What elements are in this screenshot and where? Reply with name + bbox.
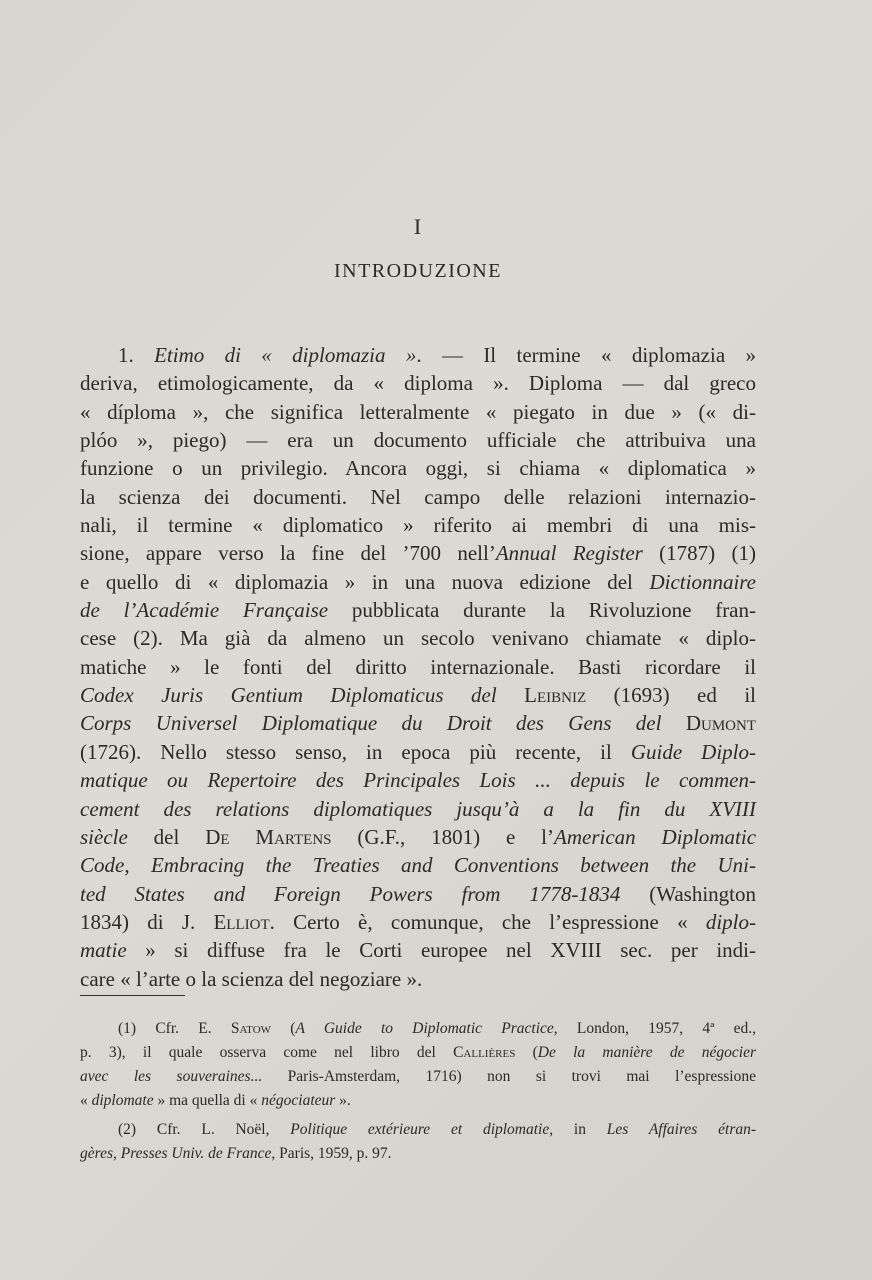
small-caps-name: Leibniz <box>524 683 587 708</box>
text-line <box>80 795 756 823</box>
text-line <box>80 681 756 709</box>
footnote-2 <box>80 1118 756 1166</box>
text-segment: ( <box>271 1020 296 1037</box>
text-segment: plóo », piego) — era un documento ufficiale che attribuiva una <box>80 428 756 453</box>
text-segment: Paris-Amsterdam, 1716) non si trovi mai l’espressione <box>262 1068 756 1085</box>
italic-text: Etimo di « diplomazia » <box>154 343 417 367</box>
text-line <box>80 653 756 681</box>
small-caps-name: Satow <box>230 1020 272 1037</box>
small-caps-name: Dumont <box>685 711 756 736</box>
text-line <box>80 880 756 908</box>
text-line <box>80 1041 756 1065</box>
text-line <box>80 766 756 794</box>
chapter-title: INTRODUZIONE <box>334 260 502 282</box>
text-line <box>80 483 756 511</box>
text-segment: , London, 1957, 4ª ed., <box>553 1020 756 1037</box>
italic-text: Les Affaires étran- <box>606 1121 757 1138</box>
text-segment: cese (2). Ma già da almeno un secolo venivano chiamate « diplo- <box>80 626 756 651</box>
text-segment: (Washington <box>620 881 756 906</box>
text-line <box>80 908 756 936</box>
text-line <box>80 1089 756 1113</box>
text-segment: del <box>127 824 206 849</box>
text-line <box>80 369 756 397</box>
text-segment: (1726). Nello stesso senso, in epoca più recente, il <box>80 739 631 764</box>
footnote-divider <box>80 995 185 996</box>
text-segment: , in <box>549 1121 607 1138</box>
text-segment: , Paris, 1959, p. 97. <box>271 1145 392 1162</box>
text-segment: p. 3), il quale osserva come nel libro del <box>80 1044 454 1061</box>
text-line <box>80 341 756 369</box>
text-line <box>80 624 756 652</box>
text-segment: (1) Cfr. E. <box>118 1020 231 1037</box>
italic-text: matie <box>80 938 127 963</box>
text-line <box>80 1142 756 1166</box>
text-segment: care « l’arte o la scienza del negoziare ». <box>80 966 423 991</box>
small-caps-name: De Martens <box>205 824 332 849</box>
italic-text: gères, Presses Univ. de France <box>80 1145 272 1162</box>
text-line <box>80 539 756 567</box>
italic-text: ted States and Foreign Powers from 1778-1834 <box>80 881 621 906</box>
text-line <box>80 1118 756 1142</box>
text-segment: » si diffuse fra le Corti europee nel XVIII sec. per indi- <box>126 938 756 963</box>
italic-text: Annual Register <box>495 541 643 566</box>
text-segment: . Certo è, comunque, che l’espressione « <box>269 909 706 934</box>
text-line <box>80 568 756 596</box>
text-segment: sione, appare verso la fine del ’700 nell’ <box>80 541 496 566</box>
italic-text: Guide Diplo- <box>630 739 756 764</box>
text-line <box>80 936 756 964</box>
footnote-1 <box>80 1017 756 1113</box>
page-content <box>80 0 756 1280</box>
italic-text: avec les souveraines... <box>80 1068 263 1085</box>
text-segment: (1787) (1) <box>642 541 756 566</box>
italic-text: diplo- <box>705 909 756 934</box>
text-line <box>80 426 756 454</box>
text-line <box>80 709 756 737</box>
text-line <box>80 851 756 879</box>
italic-text: Corps Universel Diplomatique du Droit des Gens del <box>80 711 686 736</box>
italic-text: A Guide to Diplomatic Practice <box>295 1020 554 1037</box>
italic-text: Code, Embracing the Treaties and Conventions between the Uni- <box>80 853 756 878</box>
text-line <box>80 1017 756 1041</box>
text-segment: matiche » le fonti del diritto internazionale. Basti ricordare il <box>80 654 756 679</box>
text-segment: ». <box>335 1092 351 1109</box>
text-line <box>80 596 756 624</box>
italic-text: siècle <box>80 824 128 849</box>
italic-text: négociateur <box>261 1092 336 1109</box>
text-line <box>80 454 756 482</box>
text-line <box>80 965 756 993</box>
text-segment: la scienza dei documenti. Nel campo delle relazioni internazio- <box>80 484 756 509</box>
italic-text: De la manière de négocier <box>537 1044 756 1061</box>
text-segment: (2) Cfr. L. Noël, <box>118 1121 291 1138</box>
text-segment: pubblicata durante la Rivoluzione fran- <box>328 598 756 623</box>
italic-text: American Diplomatic <box>554 824 757 849</box>
text-segment: « díploma », che significa letteralmente « piegato in due » (« di- <box>80 399 756 424</box>
text-segment: e quello di « diplomazia » in una nuova edizione del <box>80 569 650 594</box>
text-segment: deriva, etimologicamente, da « diploma ». Diploma — dal greco <box>80 371 756 396</box>
small-caps-name: Callières <box>453 1044 516 1061</box>
text-segment: (1693) ed il <box>586 683 756 708</box>
italic-text: Codex Juris Gentium Diplomaticus del <box>80 683 525 708</box>
text-line <box>80 823 756 851</box>
text-segment: ( <box>515 1044 538 1061</box>
chapter-number: I <box>413 214 423 239</box>
italic-text: diplomate <box>91 1092 154 1109</box>
text-segment: 1. <box>118 343 155 367</box>
text-segment: nali, il termine « diplomatico » riferito ai membri di una mis- <box>80 513 756 538</box>
body-paragraph <box>80 341 756 993</box>
text-segment: » ma quella di « <box>153 1092 262 1109</box>
small-caps-name: Elliot <box>213 909 270 934</box>
text-segment: funzione o un privilegio. Ancora oggi, si chiama « diplomatica » <box>80 456 756 481</box>
italic-text: matique ou Repertoire des Principales Lois ... depuis le commen- <box>80 768 756 793</box>
italic-text: Dictionnaire <box>649 569 756 594</box>
text-segment: (G.F., 1801) e l’ <box>331 824 555 849</box>
text-line <box>80 738 756 766</box>
text-line <box>80 398 756 426</box>
italic-text: Politique extérieure et diplomatie <box>290 1121 550 1138</box>
italic-text: de l’Académie Française <box>80 598 329 623</box>
text-line <box>80 1065 756 1089</box>
italic-text: cement des relations diplomatiques jusqu’à a la fin du XVIII <box>80 796 756 821</box>
footnotes <box>80 1017 756 1166</box>
text-segment: 1834) di J. <box>80 909 214 934</box>
text-line <box>80 511 756 539</box>
text-segment: « <box>80 1092 92 1109</box>
text-segment: . — Il termine « diplomazia » <box>416 343 756 367</box>
